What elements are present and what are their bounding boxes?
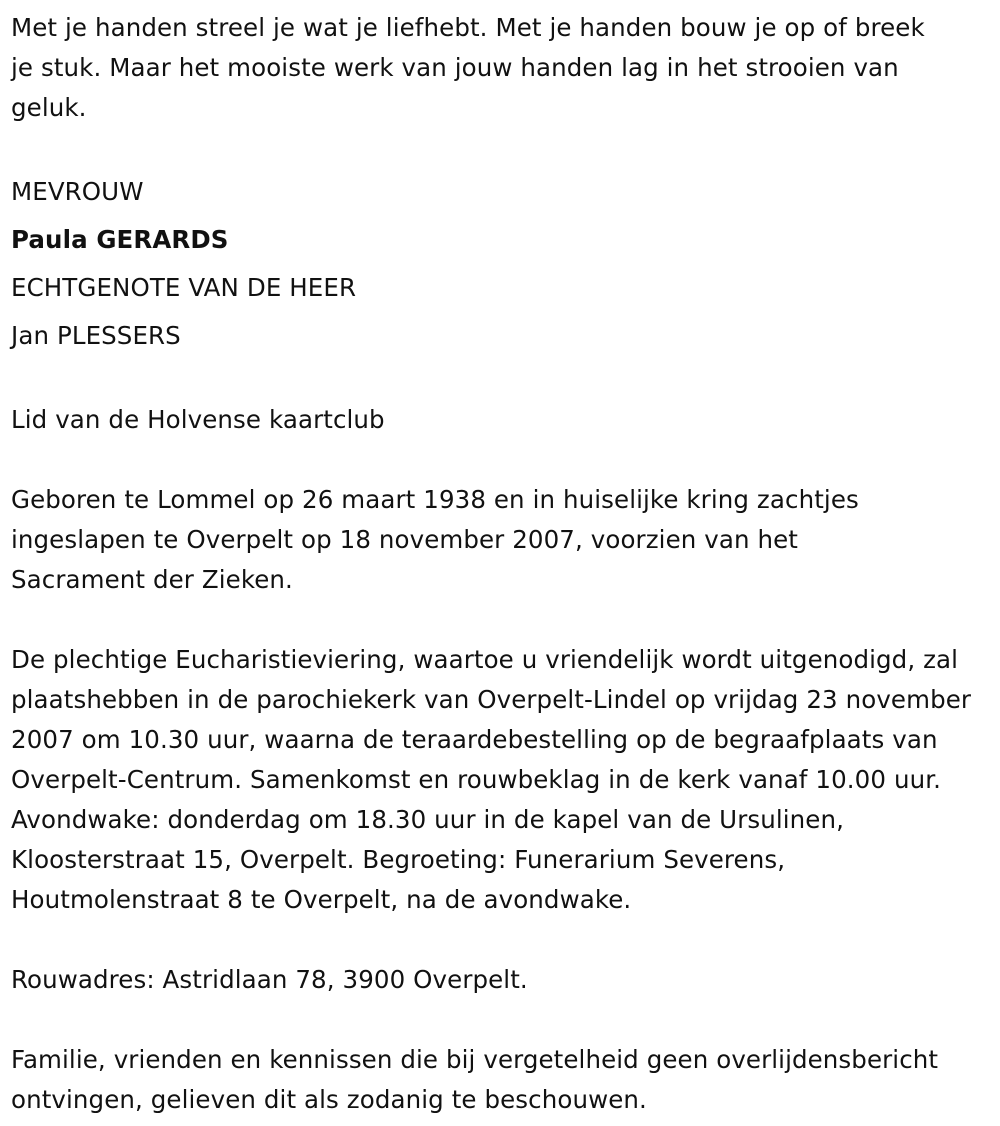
birth-death-text: Geboren te Lommel op 26 maart 1938 en in huiselijke kring zachtjes ingeslapen te Overpelt op 18 november 2007, voorzien van het Sacrament der Zieken. bbox=[11, 485, 859, 594]
spouse-name: Jan PLESSERS bbox=[11, 321, 181, 350]
address-text: Rouwadres: Astridlaan 78, 3900 Overpelt. bbox=[11, 965, 528, 994]
relation-text: ECHTGENOTE VAN DE HEER bbox=[11, 273, 357, 302]
salutation: MEVROUW bbox=[11, 177, 144, 206]
closing-text: Familie, vrienden en kennissen die bij vergetelheid geen overlijdensbericht ontvingen, gelieven dit als zodanig te beschouwen. bbox=[11, 1045, 939, 1114]
membership-text: Lid van de Holvense kaartclub bbox=[11, 405, 385, 434]
poem-text: Met je handen streel je wat je liefhebt. Met je handen bouw je op of breek je stuk. Maar het mooiste werk van jouw handen lag in het strooien van geluk. bbox=[11, 13, 925, 122]
ceremony-text: De plechtige Eucharistieviering, waartoe u vriendelijk wordt uitgenodigd, zal plaatshebben in de parochiekerk van Overpelt-Lindel op vrijdag 23 november 2007 om 10.30 uur, waarna de teraardebestelling op de begraafplaats van Overpelt-Centrum. Samenkomst en rouwbeklag in de kerk vanaf 10.00 uur. Avondwake: donderdag om 18.30 uur in de kapel van de Ursulinen, Kloosterstraat 15, Overpelt. Begroeting: Funerarium Severens, Houtmolenstraat 8 te Overpelt, na de avondwake. bbox=[11, 645, 972, 914]
deceased-name: Paula GERARDS bbox=[11, 225, 229, 254]
